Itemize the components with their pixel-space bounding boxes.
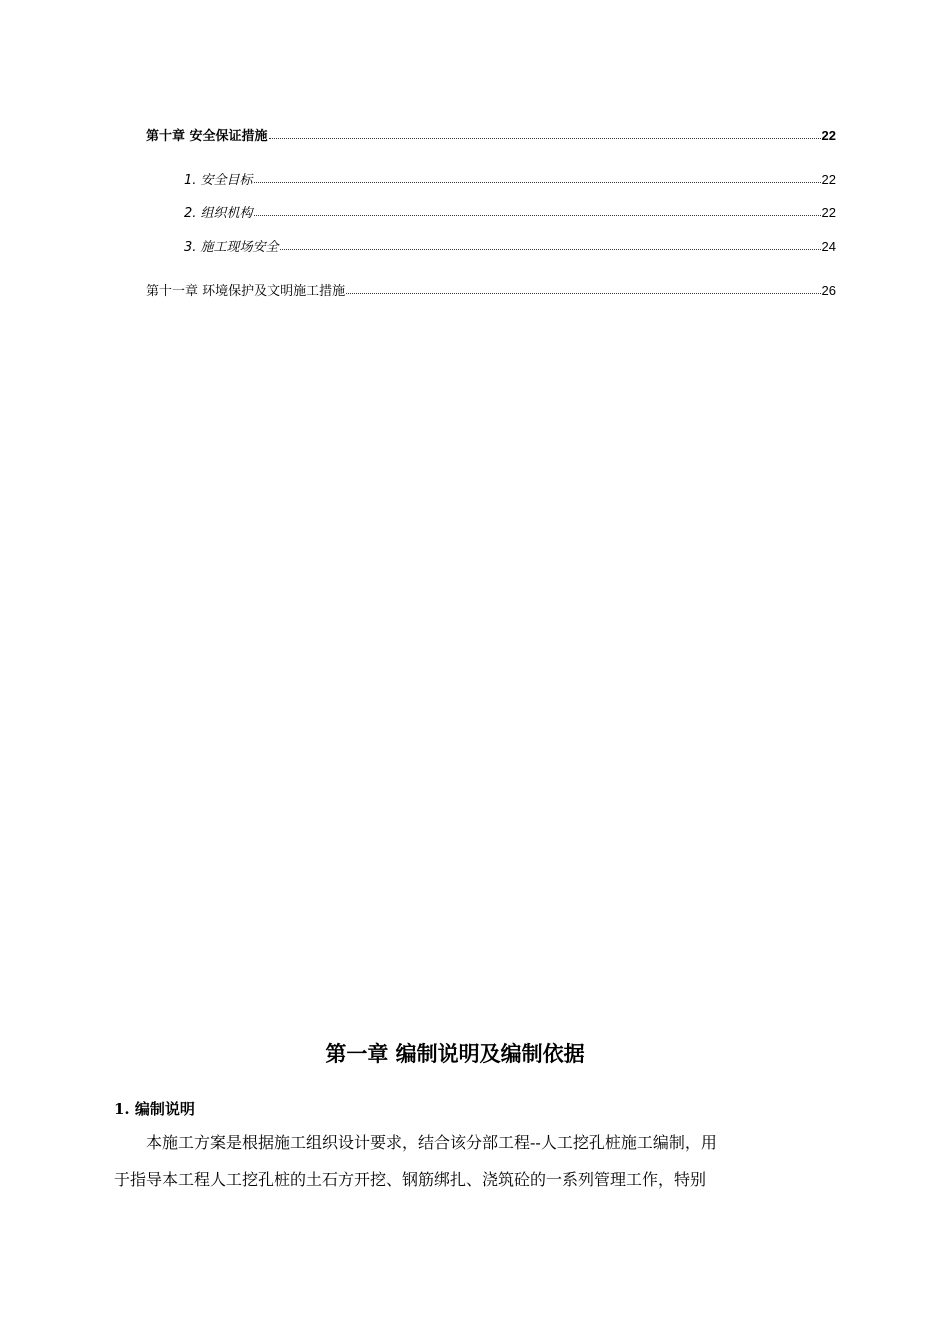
toc-entry-page: 22 bbox=[821, 172, 836, 187]
toc-dot-leader bbox=[346, 283, 820, 295]
toc-entry-page: 22 bbox=[821, 205, 836, 220]
toc-dot-leader bbox=[269, 128, 821, 140]
toc-entry-safety-goal[interactable] bbox=[184, 171, 836, 190]
toc-dot-leader bbox=[254, 172, 821, 184]
toc-entry-chapter-11[interactable] bbox=[146, 282, 836, 301]
toc-entry-label: 3. 施工现场安全 bbox=[184, 240, 279, 255]
toc-entry-site-safety[interactable] bbox=[184, 238, 836, 257]
section-heading: 1. 编制说明 bbox=[114, 1100, 195, 1118]
toc-entry-page: 22 bbox=[821, 128, 836, 143]
toc-entry-label: 2. 组织机构 bbox=[184, 206, 253, 221]
toc-entry-label: 1. 安全目标 bbox=[184, 173, 253, 188]
toc-dot-leader bbox=[254, 205, 821, 217]
toc-entry-page: 24 bbox=[821, 239, 836, 254]
body-paragraph-line: 本施工方案是根据施工组织设计要求，结合该分部工程--人工挖孔桩施工编制，用 bbox=[114, 1133, 717, 1152]
toc-entry-page: 26 bbox=[821, 283, 836, 298]
toc-entry-label: 第十章 安全保证措施 bbox=[146, 129, 268, 144]
toc-dot-leader bbox=[280, 239, 821, 251]
chapter-title: 第一章 编制说明及编制依据 bbox=[325, 1041, 585, 1066]
toc-entry-chapter-10[interactable] bbox=[146, 127, 836, 146]
body-paragraph-line: 于指导本工程人工挖孔桩的土石方开挖、钢筋绑扎、浇筑砼的一系列管理工作，特别 bbox=[114, 1170, 707, 1189]
toc-entry-organization[interactable] bbox=[184, 204, 836, 223]
toc-entry-label: 第十一章 环境保护及文明施工措施 bbox=[146, 284, 346, 299]
